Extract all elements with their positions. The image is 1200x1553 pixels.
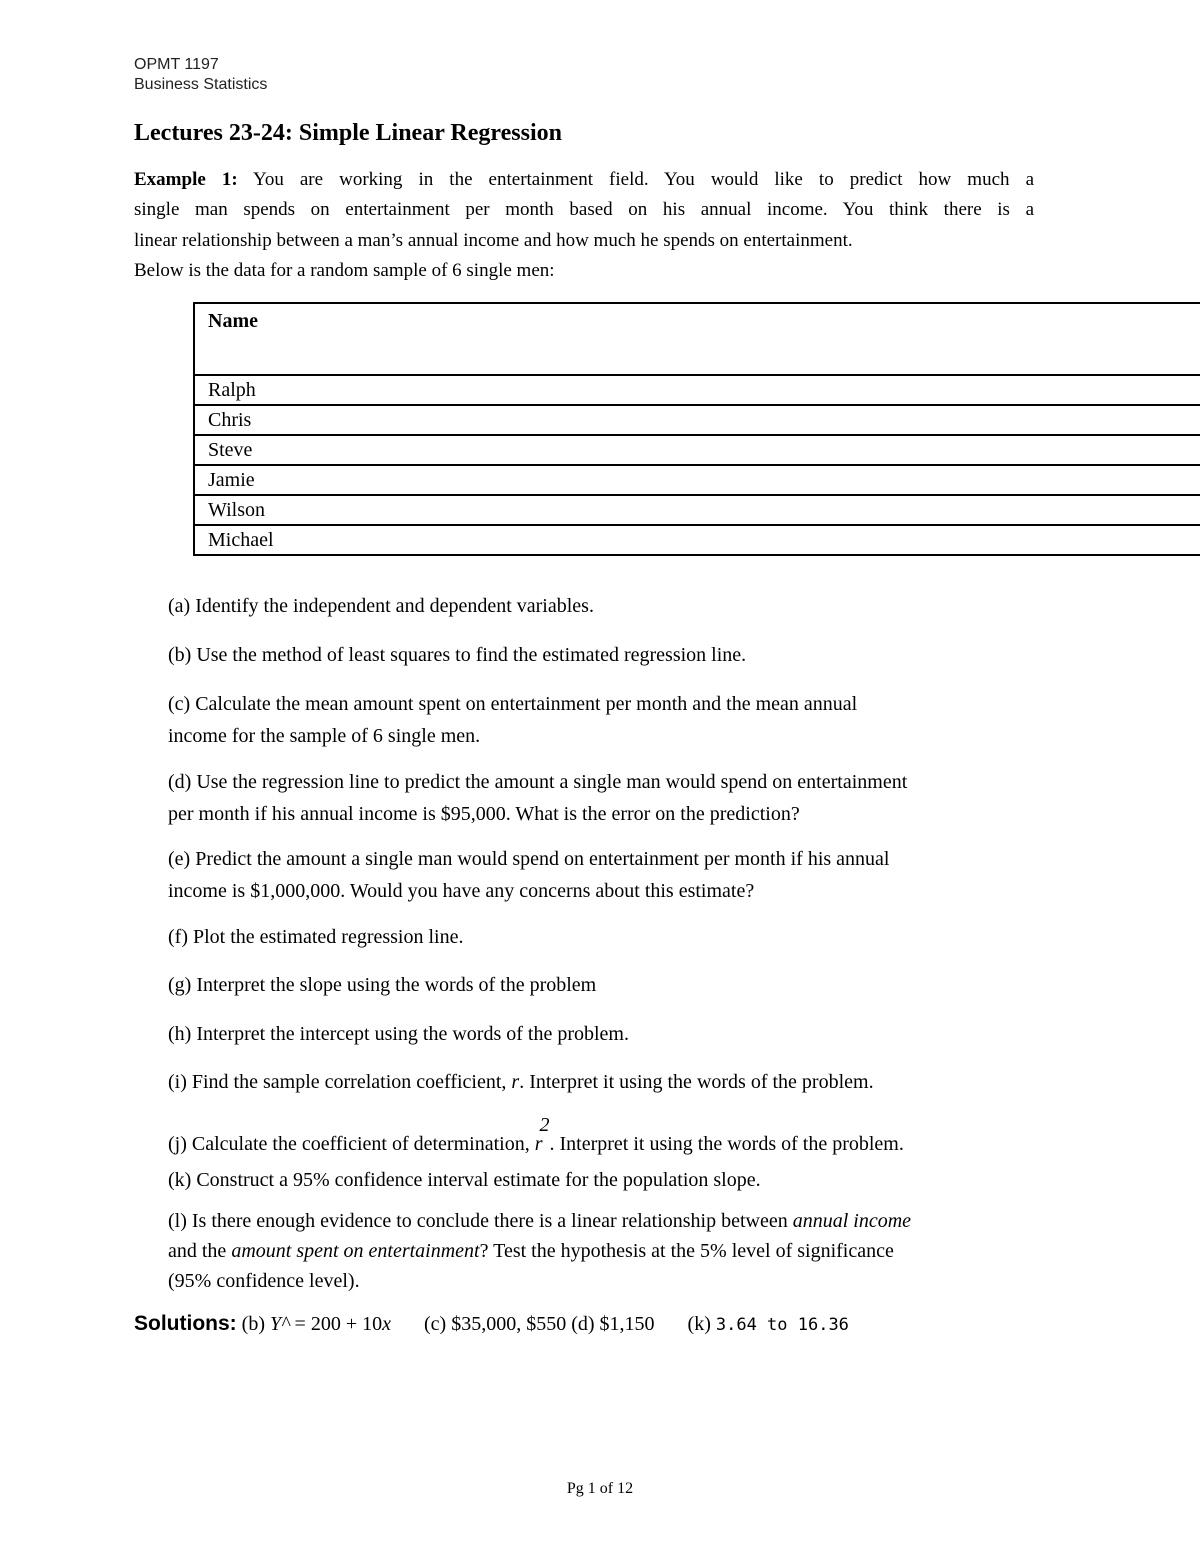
page-number: Pg 1 of 12 bbox=[566, 1480, 634, 1497]
question-c-line-2: income for the sample of 6 single men. bbox=[168, 725, 481, 747]
question-i-text: (i) Find the sample correlation coefficient, bbox=[168, 1071, 512, 1093]
question-i bbox=[168, 1066, 1068, 1098]
intro-line-4: Below is the data for a random sample of 6 single men: bbox=[134, 260, 555, 281]
solution-k-label: (k) bbox=[687, 1313, 716, 1335]
question-i-variable: r bbox=[511, 1071, 520, 1093]
table-header-name: Name bbox=[194, 303, 1200, 375]
question-l-emphasis-2: amount spent on entertainment bbox=[231, 1240, 480, 1262]
question-a: (a) Identify the independent and dependent variables. bbox=[168, 595, 594, 617]
question-l-line-3: (95% confidence level). bbox=[168, 1270, 360, 1292]
question-l-text-2: and the bbox=[168, 1240, 232, 1262]
question-e bbox=[168, 843, 1068, 907]
question-e-line-1: (e) Predict the amount a single man would spend on entertainment per month if his annual bbox=[168, 848, 890, 870]
question-d-line-2: per month if his annual income is $95,000. What is the error on the prediction? bbox=[168, 803, 800, 825]
solution-d: (d) $1,150 bbox=[571, 1313, 655, 1335]
table-row: Wilson bbox=[194, 495, 1200, 525]
question-l-text: (l) Is there enough evidence to conclude there is a linear relationship between bbox=[168, 1210, 793, 1232]
question-j-text: (j) Calculate the coefficient of determination, bbox=[168, 1133, 535, 1155]
question-l-line-1 bbox=[168, 1206, 1068, 1236]
solution-b-x: x bbox=[382, 1313, 391, 1335]
question-j-variable: r bbox=[534, 1133, 543, 1155]
question-l-line-2 bbox=[168, 1236, 1068, 1266]
table-row: Chris bbox=[194, 405, 1200, 435]
question-d bbox=[168, 766, 1068, 830]
intro-text-1: You are working in the entertainment field. You would like to predict how much a bbox=[253, 169, 1034, 190]
question-e-line-2: income is $1,000,000. Would you have any concerns about this estimate? bbox=[168, 880, 755, 902]
intro-line-3: linear relationship between a man’s annual income and how much he spends on entertainment. bbox=[134, 230, 853, 251]
question-h: (h) Interpret the intercept using the words of the problem. bbox=[168, 1023, 629, 1045]
table-row: Ralph bbox=[194, 375, 1200, 405]
table-row: Jamie bbox=[194, 465, 1200, 495]
table-row: Steve bbox=[194, 435, 1200, 465]
table-row: Michael bbox=[194, 525, 1200, 555]
question-j bbox=[168, 1114, 1068, 1160]
question-c bbox=[168, 688, 1068, 752]
question-j-exponent: 2 bbox=[539, 1114, 550, 1136]
question-i-text-end: . Interpret it using the words of the problem. bbox=[519, 1071, 874, 1093]
course-name: Business Statistics bbox=[134, 76, 268, 93]
solutions-line bbox=[134, 1312, 849, 1336]
question-c-line-1: (c) Calculate the mean amount spent on entertainment per month and the mean annual bbox=[168, 693, 858, 715]
question-k: (k) Construct a 95% confidence interval estimate for the population slope. bbox=[168, 1169, 761, 1191]
solutions-label: Solutions: bbox=[134, 1312, 237, 1335]
intro-line-2: single man spends on entertainment per month based on his annual income. You think there is a bbox=[134, 199, 1034, 220]
question-l-text-3: ? Test the hypothesis at the 5% level of significance bbox=[479, 1240, 894, 1262]
solution-k-value: 3.64 to 16.36 bbox=[715, 1315, 849, 1335]
question-j-text-end: . Interpret it using the words of the problem. bbox=[549, 1133, 904, 1155]
question-l bbox=[168, 1206, 1068, 1296]
intro-line-1 bbox=[134, 165, 1034, 195]
question-b: (b) Use the method of least squares to find the estimated regression line. bbox=[168, 644, 747, 666]
data-table bbox=[193, 302, 1200, 556]
question-f: (f) Plot the estimated regression line. bbox=[168, 926, 464, 948]
page-title: Lectures 23-24: Simple Linear Regression bbox=[134, 120, 562, 146]
course-code: OPMT 1197 bbox=[134, 56, 219, 73]
solution-b-equation: = 200 + 10 bbox=[289, 1313, 383, 1335]
solution-c: (c) $35,000, $550 bbox=[424, 1313, 567, 1335]
solution-b-variable: Y^ bbox=[269, 1313, 290, 1335]
solution-b-label: (b) bbox=[241, 1313, 270, 1335]
question-d-line-1: (d) Use the regression line to predict the amount a single man would spend on entertainment bbox=[168, 771, 908, 793]
example-label: Example 1: bbox=[134, 169, 238, 190]
question-l-emphasis-1: annual income bbox=[792, 1210, 912, 1232]
question-g: (g) Interpret the slope using the words of the problem bbox=[168, 974, 597, 996]
